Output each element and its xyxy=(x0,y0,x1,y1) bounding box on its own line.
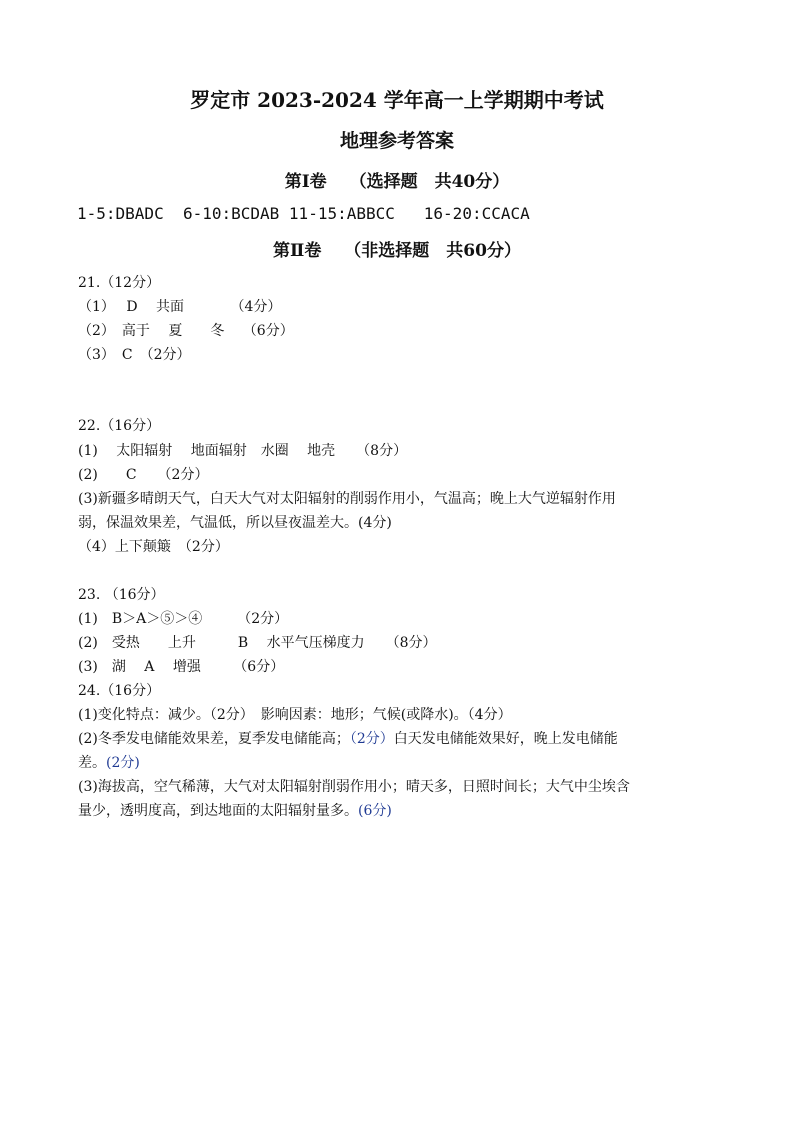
q24-answer-3-line-2 xyxy=(78,801,392,821)
q24-heading: 24.（16分） xyxy=(78,683,161,699)
q21-answer-3: （3） C （2分） xyxy=(78,347,191,363)
q21-answer-2: （2） 高于 夏 冬 （6分） xyxy=(78,323,294,339)
q24-answer-2-text-c: 差。 xyxy=(78,755,106,771)
exam-title: 罗定市 2023-2024 学年高一上学期期中考试 xyxy=(190,88,604,112)
multiple-choice-keys: 1-5:DBADC 6-10:BCDAB 11-15:ABBCC 16-20:CCACA xyxy=(77,204,530,223)
q24-answer-2-text-b: 白天发电储能效果好，晚上发电储能 xyxy=(393,731,618,747)
q22-answer-3-line-1: (3)新疆多晴朗天气，白天大气对太阳辐射的削弱作用小，气温高；晚上大气逆辐射作用 xyxy=(78,491,616,507)
q23-heading: 23. （16分） xyxy=(78,587,165,603)
q24-answer-2-score-a: （2分） xyxy=(349,731,394,747)
q22-answer-3-line-2: 弱，保温效果差，气温低，所以昼夜温差大。(4分) xyxy=(78,515,392,531)
q24-answer-2-line-2 xyxy=(78,753,140,773)
q23-answer-3: (3) 湖 A 增强 （6分） xyxy=(78,659,285,675)
q23-answer-2: (2) 受热 上升 B 水平气压梯度力 （8分） xyxy=(78,635,437,651)
q24-answer-2-text-a: (2)冬季发电储能效果差，夏季发电储能高； xyxy=(78,731,350,747)
q24-answer-1: (1)变化特点：减少。（2分） 影响因素：地形；气候(或降水)。（4分） xyxy=(78,707,512,723)
q21-answer-1: （1） D 共面 （4分） xyxy=(78,299,282,315)
q24-answer-3-text: 量少，透明度高，到达地面的太阳辐射量多。 xyxy=(78,803,358,819)
answer-key-subtitle: 地理参考答案 xyxy=(339,130,454,152)
q24-answer-2-score-b: (2分) xyxy=(106,755,140,771)
q24-answer-3-line-1: (3)海拔高，空气稀薄，大气对太阳辐射削弱作用小；晴天多，日照时间长；大气中尘埃含 xyxy=(78,779,630,795)
q22-answer-4: （4）上下颠簸 （2分） xyxy=(78,539,229,555)
q22-answer-1: (1) 太阳辐射 地面辐射 水圈 地壳 （8分） xyxy=(78,443,408,459)
q23-answer-1: (1) B＞A＞⑤＞④ （2分） xyxy=(78,611,289,627)
part-one-heading: 第Ⅰ卷 （选择题 共40分） xyxy=(284,172,510,192)
q24-answer-2-line-1 xyxy=(78,729,618,749)
q21-heading: 21.（12分） xyxy=(78,275,161,291)
q22-heading: 22.（16分） xyxy=(78,418,161,434)
q24-answer-3-score: (6分) xyxy=(358,803,392,819)
part-two-heading: 第Ⅱ卷 （非选择题 共60分） xyxy=(273,241,521,261)
q22-answer-2: (2) C （2分） xyxy=(78,467,209,483)
